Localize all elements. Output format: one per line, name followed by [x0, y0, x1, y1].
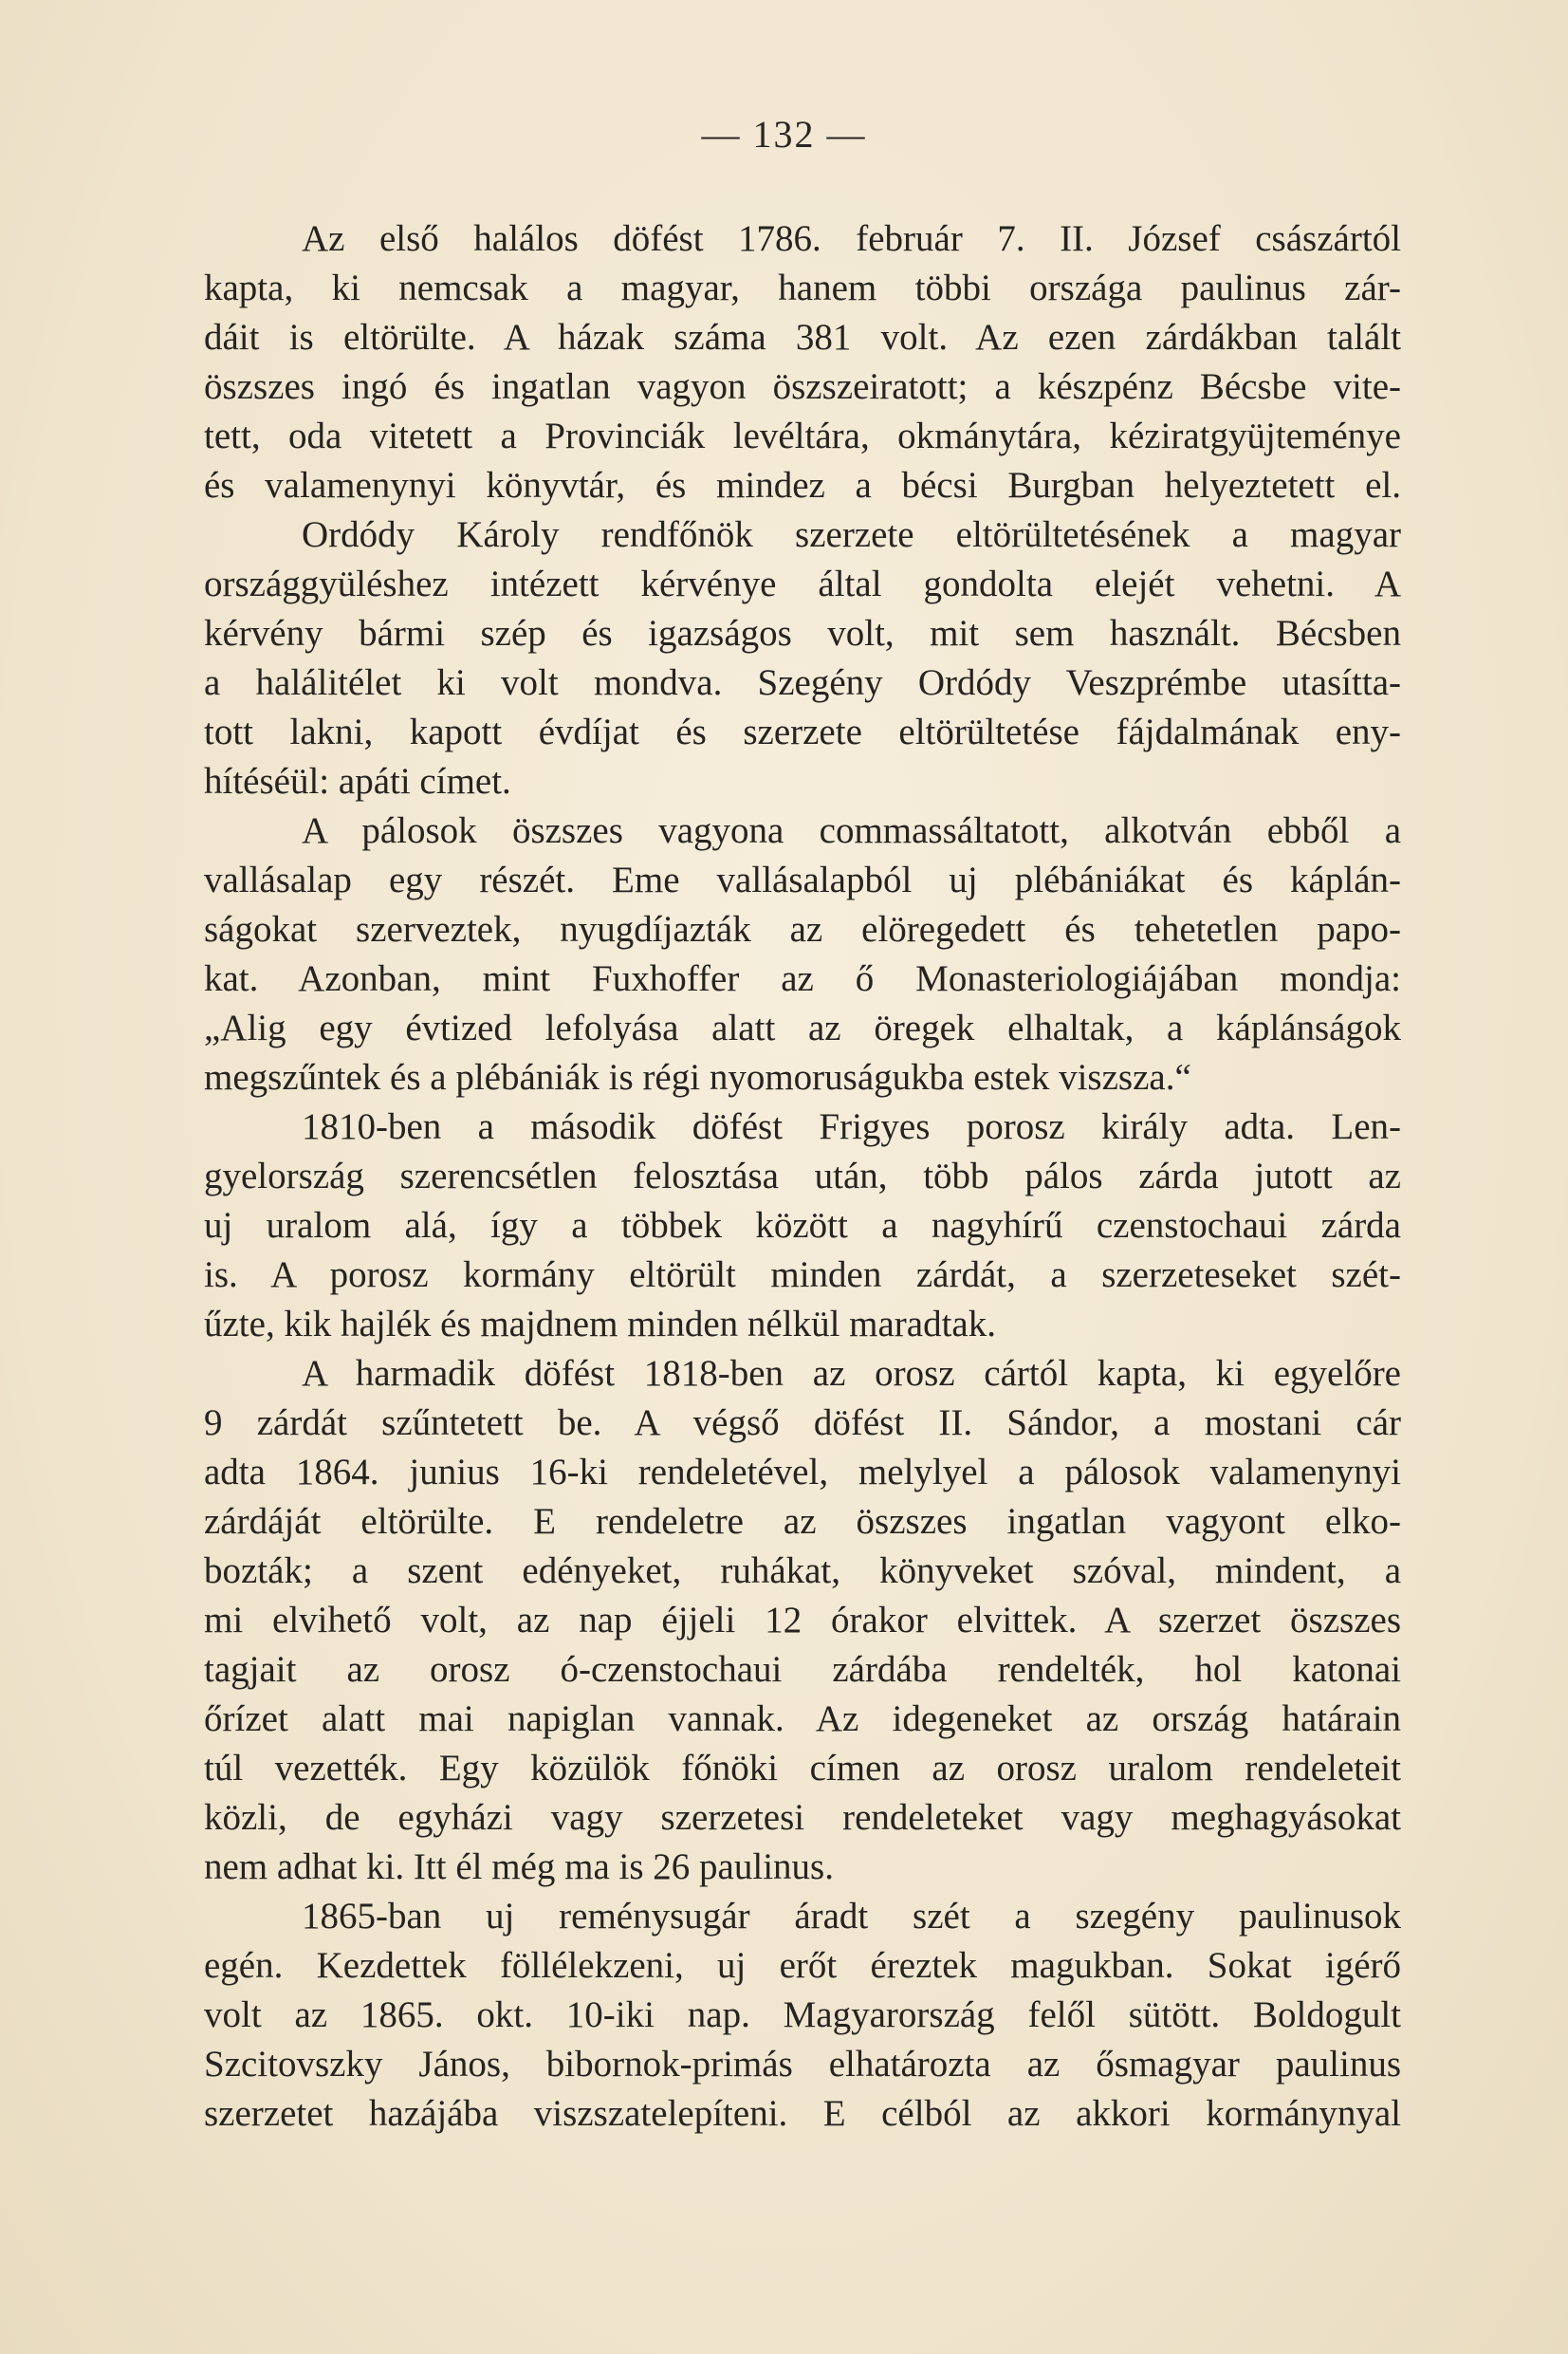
- text-line: adta 1864. junius 16-ki rendeletével, melylyel a pálosok valamenynyi: [204, 1452, 1401, 1492]
- text-line: megszűntek és a plébániák is régi nyomoruságukba estek viszsza.“: [204, 1057, 1191, 1098]
- text-line: kapta, ki nemcsak a magyar, hanem többi országa paulinus zár-: [204, 268, 1401, 308]
- text-line: a halálitélet ki volt mondva. Szegény Ordódy Veszprémbe utasítta-: [204, 662, 1401, 703]
- text-line: 9 zárdát szűntetett be. A végső döfést II. Sándor, a mostani cár: [204, 1402, 1401, 1443]
- text-line: egén. Kezdettek föllélekzeni, uj erőt éreztek magukban. Sokat igérő: [204, 1945, 1401, 1986]
- text-line: uj uralom alá, így a többek között a nagyhírű czenstochaui zárda: [204, 1205, 1401, 1246]
- text-line: ságokat szerveztek, nyugdíjazták az elöregedett és tehetetlen papo-: [204, 909, 1401, 950]
- text-line: őrízet alatt mai napiglan vannak. Az idegeneket az ország határain: [204, 1698, 1401, 1739]
- body-text: [204, 214, 1401, 2139]
- text-line: tett, oda vitetett a Provinciák levéltára, okmánytára, kéziratgyüjteménye: [204, 416, 1401, 456]
- text-line: öszszes ingó és ingatlan vagyon öszszeiratott; a készpénz Bécsbe vite-: [204, 366, 1401, 407]
- text-line: tagjait az orosz ó-czenstochaui zárdába rendelték, hol katonai: [204, 1649, 1401, 1690]
- text-line: űzte, kik hajlék és majdnem minden nélkül maradtak.: [204, 1304, 996, 1344]
- text-line: „Alig egy évtized lefolyása alatt az öregek elhaltak, a káplánságok: [204, 1008, 1401, 1048]
- text-line: közli, de egyházi vagy szerzetesi rendeleteket vagy meghagyásokat: [204, 1797, 1401, 1838]
- text-line: és valamenynyi könyvtár, és mindez a bécsi Burgban helyeztetett el.: [204, 465, 1401, 506]
- text-line: is. A porosz kormány eltörült minden zárdát, a szerzeteseket szét-: [204, 1254, 1401, 1295]
- text-line: A harmadik döfést 1818-ben az orosz cártól kapta, ki egyelőre: [302, 1353, 1401, 1394]
- text-line: tott lakni, kapott évdíjat és szerzete eltörültetése fájdalmának eny-: [204, 712, 1401, 752]
- text-line: nem adhat ki. Itt él még ma is 26 paulinus.: [204, 1846, 834, 1887]
- text-line: gyelország szerencsétlen felosztása után, több pálos zárda jutott az: [204, 1156, 1401, 1196]
- text-line: 1865-ban uj reménysugár áradt szét a szegény paulinusok: [302, 1896, 1401, 1937]
- text-line: vallásalap egy részét. Eme vallásalapból uj plébániákat és káplán-: [204, 860, 1401, 900]
- text-line: mi elvihető volt, az nap éjjeli 12 órakor elvittek. A szerzet öszszes: [204, 1600, 1401, 1640]
- text-line: kat. Azonban, mint Fuxhoffer az ő Monasteriologiájában mondja:: [204, 958, 1401, 999]
- text-line: zárdáját eltörülte. E rendeletre az öszszes ingatlan vagyont elko-: [204, 1501, 1401, 1542]
- text-line: volt az 1865. okt. 10-iki nap. Magyarország felől sütött. Boldogult: [204, 1994, 1401, 2035]
- text-line: túl vezették. Egy közülök főnöki címen az orosz uralom rendeleteit: [204, 1748, 1401, 1789]
- text-line: bozták; a szent edényeket, ruhákat, könyveket szóval, mindent, a: [204, 1550, 1401, 1591]
- text-line: Szcitovszky János, bibornok-primás elhatározta az ősmagyar paulinus: [204, 2044, 1401, 2085]
- text-line: 1810-ben a második döfést Frigyes porosz király adta. Len-: [302, 1106, 1401, 1147]
- text-line: szerzetet hazájába viszszatelepíteni. E célból az akkori kormánynyal: [204, 2093, 1401, 2134]
- text-line: A pálosok öszszes vagyona commassáltatott, alkotván ebből a: [302, 810, 1401, 851]
- text-line: Ordódy Károly rendfőnök szerzete eltörültetésének a magyar: [302, 514, 1401, 555]
- text-line: országgyüléshez intézett kérvénye által gondolta elejét vehetni. A: [204, 564, 1401, 604]
- text-line: dáit is eltörülte. A házak száma 381 volt. Az ezen zárdákban talált: [204, 317, 1401, 358]
- text-line: hítéséül: apáti címet.: [204, 761, 511, 802]
- text-line: kérvény bármi szép és igazságos volt, mit sem használt. Bécsben: [204, 613, 1401, 654]
- page-number: — 132 —: [701, 113, 867, 156]
- text-line: Az első halálos döfést 1786. február 7. II. József császártól: [302, 218, 1401, 259]
